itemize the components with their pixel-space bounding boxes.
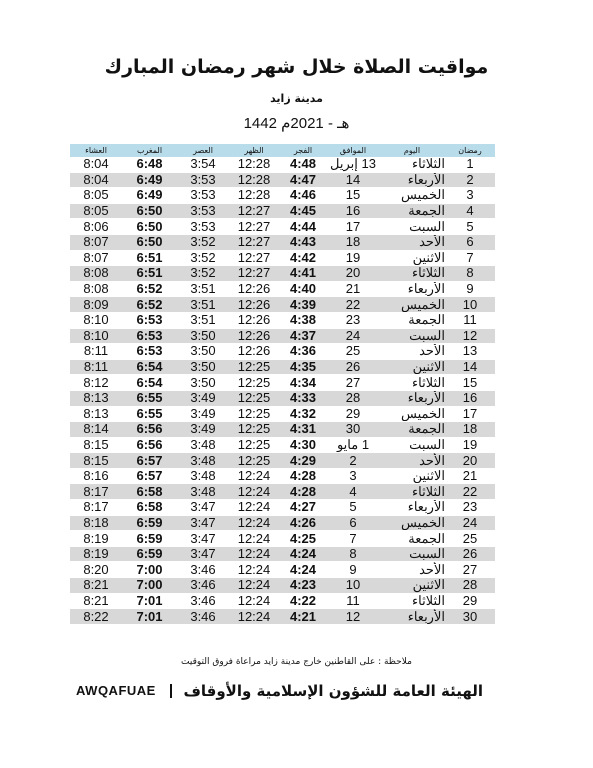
cell-date: 27 (327, 375, 379, 391)
cell-dhuhr: 12:25 (229, 390, 279, 406)
cell-isha: 8:13 (70, 406, 122, 422)
cell-dhuhr: 12:26 (229, 297, 279, 313)
column-header-dhuhr: الظهر (229, 144, 279, 157)
cell-fajr: 4:41 (279, 266, 327, 282)
cell-dhuhr: 12:24 (229, 609, 279, 625)
table-row (70, 219, 495, 235)
cell-dhuhr: 12:25 (229, 437, 279, 453)
cell-fajr: 4:33 (279, 390, 327, 406)
cell-dhuhr: 12:24 (229, 562, 279, 578)
cell-date: 15 (327, 188, 379, 204)
table-row (70, 188, 495, 204)
cell-day: الثلاثاء (379, 593, 445, 609)
cell-date: 4 (327, 484, 379, 500)
cell-day: السبت (379, 546, 445, 562)
cell-maghrib: 7:00 (122, 578, 177, 594)
table-row (70, 344, 495, 360)
cell-asr: 3:47 (177, 515, 229, 531)
cell-ramadan: 25 (445, 531, 495, 547)
cell-fajr: 4:22 (279, 593, 327, 609)
cell-isha: 8:05 (70, 203, 122, 219)
cell-day: الجمعة (379, 422, 445, 438)
cell-isha: 8:22 (70, 609, 122, 625)
cell-asr: 3:46 (177, 578, 229, 594)
cell-date: 19 (327, 250, 379, 266)
cell-dhuhr: 12:28 (229, 188, 279, 204)
cell-ramadan: 12 (445, 328, 495, 344)
cell-day: الجمعة (379, 531, 445, 547)
table-row (70, 375, 495, 391)
column-header-fajr: الفجر (279, 144, 327, 157)
cell-ramadan: 6 (445, 234, 495, 250)
cell-ramadan: 18 (445, 422, 495, 438)
table-row (70, 562, 495, 578)
cell-asr: 3:47 (177, 546, 229, 562)
cell-date: 11 (327, 593, 379, 609)
cell-ramadan: 24 (445, 515, 495, 531)
table-row (70, 266, 495, 282)
cell-ramadan: 19 (445, 437, 495, 453)
cell-date: 18 (327, 234, 379, 250)
cell-isha: 8:15 (70, 453, 122, 469)
cell-maghrib: 7:01 (122, 593, 177, 609)
cell-day: الأربعاء (379, 172, 445, 188)
timing-note: ملاحظة : على القاطنين خارج مدينة زايد مراعاة فروق التوقيت (181, 657, 412, 667)
cell-isha: 8:16 (70, 468, 122, 484)
cell-date: 12 (327, 609, 379, 625)
cell-dhuhr: 12:26 (229, 312, 279, 328)
cell-dhuhr: 12:28 (229, 172, 279, 188)
year-label: 1442 هـ - 2021م (243, 115, 350, 132)
cell-day: الثلاثاء (379, 375, 445, 391)
cell-day: الاثنين (379, 250, 445, 266)
cell-maghrib: 6:58 (122, 500, 177, 516)
column-header-ramadan: رمضان (445, 144, 495, 157)
cell-fajr: 4:48 (279, 157, 327, 172)
cell-date: 22 (327, 297, 379, 313)
cell-asr: 3:53 (177, 172, 229, 188)
cell-ramadan: 17 (445, 406, 495, 422)
cell-ramadan: 26 (445, 546, 495, 562)
table-row (70, 531, 495, 547)
cell-fajr: 4:32 (279, 406, 327, 422)
cell-ramadan: 7 (445, 250, 495, 266)
cell-fajr: 4:39 (279, 297, 327, 313)
cell-isha: 8:11 (70, 344, 122, 360)
cell-day: الأحد (379, 562, 445, 578)
cell-maghrib: 6:50 (122, 219, 177, 235)
cell-ramadan: 9 (445, 281, 495, 297)
table-row (70, 422, 495, 438)
cell-isha: 8:07 (70, 234, 122, 250)
table-row (70, 359, 495, 375)
cell-maghrib: 6:49 (122, 172, 177, 188)
cell-maghrib: 6:54 (122, 359, 177, 375)
cell-fajr: 4:27 (279, 500, 327, 516)
cell-fajr: 4:42 (279, 250, 327, 266)
cell-asr: 3:52 (177, 250, 229, 266)
cell-fajr: 4:26 (279, 515, 327, 531)
cell-asr: 3:51 (177, 297, 229, 313)
cell-dhuhr: 12:24 (229, 468, 279, 484)
cell-fajr: 4:45 (279, 203, 327, 219)
table-row (70, 203, 495, 219)
cell-fajr: 4:43 (279, 234, 327, 250)
cell-date: 1 مايو (327, 437, 379, 453)
cell-ramadan: 14 (445, 359, 495, 375)
cell-ramadan: 4 (445, 203, 495, 219)
cell-dhuhr: 12:24 (229, 593, 279, 609)
cell-asr: 3:53 (177, 188, 229, 204)
cell-fajr: 4:34 (279, 375, 327, 391)
cell-ramadan: 8 (445, 266, 495, 282)
cell-dhuhr: 12:25 (229, 422, 279, 438)
cell-date: 23 (327, 312, 379, 328)
cell-isha: 8:17 (70, 500, 122, 516)
cell-asr: 3:46 (177, 593, 229, 609)
cell-ramadan: 20 (445, 453, 495, 469)
cell-isha: 8:10 (70, 312, 122, 328)
cell-ramadan: 10 (445, 297, 495, 313)
cell-ramadan: 13 (445, 344, 495, 360)
cell-maghrib: 6:59 (122, 546, 177, 562)
cell-isha: 8:08 (70, 281, 122, 297)
cell-maghrib: 6:51 (122, 250, 177, 266)
cell-dhuhr: 12:26 (229, 328, 279, 344)
cell-isha: 8:21 (70, 578, 122, 594)
cell-day: الثلاثاء (379, 484, 445, 500)
table-row (70, 437, 495, 453)
cell-ramadan: 3 (445, 188, 495, 204)
cell-dhuhr: 12:26 (229, 281, 279, 297)
table-row (70, 609, 495, 625)
cell-date: 29 (327, 406, 379, 422)
cell-date: 24 (327, 328, 379, 344)
cell-asr: 3:48 (177, 468, 229, 484)
prayer-times-table (70, 144, 495, 625)
cell-asr: 3:50 (177, 328, 229, 344)
cell-day: الخميس (379, 297, 445, 313)
cell-day: الجمعة (379, 203, 445, 219)
cell-fajr: 4:29 (279, 453, 327, 469)
cell-fajr: 4:44 (279, 219, 327, 235)
cell-date: 9 (327, 562, 379, 578)
cell-asr: 3:48 (177, 437, 229, 453)
cell-day: الخميس (379, 515, 445, 531)
cell-maghrib: 6:54 (122, 375, 177, 391)
cell-fajr: 4:46 (279, 188, 327, 204)
cell-day: الأربعاء (379, 281, 445, 297)
cell-isha: 8:04 (70, 172, 122, 188)
cell-day: السبت (379, 328, 445, 344)
cell-asr: 3:51 (177, 312, 229, 328)
cell-fajr: 4:25 (279, 531, 327, 547)
cell-dhuhr: 12:24 (229, 546, 279, 562)
cell-fajr: 4:21 (279, 609, 327, 625)
cell-day: الثلاثاء (379, 157, 445, 172)
cell-dhuhr: 12:25 (229, 375, 279, 391)
cell-asr: 3:54 (177, 157, 229, 172)
cell-isha: 8:05 (70, 188, 122, 204)
cell-day: الأحد (379, 234, 445, 250)
organization-name: الهيئة العامة للشؤون الإسلامية والأوقاف (183, 682, 483, 700)
cell-asr: 3:47 (177, 531, 229, 547)
cell-dhuhr: 12:25 (229, 453, 279, 469)
cell-isha: 8:09 (70, 297, 122, 313)
cell-day: الخميس (379, 188, 445, 204)
cell-asr: 3:49 (177, 390, 229, 406)
cell-maghrib: 6:53 (122, 344, 177, 360)
cell-date: 13 إبريل (327, 157, 379, 172)
cell-fajr: 4:28 (279, 484, 327, 500)
cell-isha: 8:14 (70, 422, 122, 438)
page-title: مواقيت الصلاة خلال شهر رمضان المبارك (104, 56, 489, 78)
cell-isha: 8:15 (70, 437, 122, 453)
cell-asr: 3:50 (177, 359, 229, 375)
cell-fajr: 4:31 (279, 422, 327, 438)
cell-dhuhr: 12:26 (229, 344, 279, 360)
table-row (70, 157, 495, 172)
cell-day: الجمعة (379, 312, 445, 328)
table-row (70, 328, 495, 344)
cell-dhuhr: 12:27 (229, 250, 279, 266)
cell-maghrib: 6:50 (122, 234, 177, 250)
cell-asr: 3:51 (177, 281, 229, 297)
cell-maghrib: 6:56 (122, 422, 177, 438)
cell-maghrib: 6:57 (122, 453, 177, 469)
cell-isha: 8:11 (70, 359, 122, 375)
cell-dhuhr: 12:24 (229, 500, 279, 516)
cell-day: الاثنين (379, 468, 445, 484)
cell-isha: 8:21 (70, 593, 122, 609)
cell-maghrib: 7:01 (122, 609, 177, 625)
cell-day: الأحد (379, 453, 445, 469)
cell-date: 5 (327, 500, 379, 516)
cell-isha: 8:13 (70, 390, 122, 406)
cell-ramadan: 5 (445, 219, 495, 235)
cell-isha: 8:18 (70, 515, 122, 531)
cell-day: الأحد (379, 344, 445, 360)
cell-dhuhr: 12:25 (229, 406, 279, 422)
cell-fajr: 4:36 (279, 344, 327, 360)
cell-maghrib: 6:59 (122, 515, 177, 531)
cell-date: 14 (327, 172, 379, 188)
footer (0, 682, 593, 706)
cell-maghrib: 6:55 (122, 390, 177, 406)
table-row (70, 546, 495, 562)
cell-ramadan: 21 (445, 468, 495, 484)
cell-maghrib: 7:00 (122, 562, 177, 578)
table-row (70, 390, 495, 406)
cell-fajr: 4:47 (279, 172, 327, 188)
cell-fajr: 4:24 (279, 562, 327, 578)
cell-maghrib: 6:56 (122, 437, 177, 453)
table-row (70, 578, 495, 594)
brand-handle: AWQAFUAE (76, 683, 156, 698)
cell-date: 17 (327, 219, 379, 235)
cell-day: السبت (379, 219, 445, 235)
cell-dhuhr: 12:27 (229, 203, 279, 219)
cell-date: 2 (327, 453, 379, 469)
cell-dhuhr: 12:27 (229, 266, 279, 282)
cell-day: الثلاثاء (379, 266, 445, 282)
table-row (70, 484, 495, 500)
table-row (70, 297, 495, 313)
cell-asr: 3:49 (177, 422, 229, 438)
cell-fajr: 4:23 (279, 578, 327, 594)
cell-ramadan: 11 (445, 312, 495, 328)
column-header-asr: العصر (177, 144, 229, 157)
cell-ramadan: 30 (445, 609, 495, 625)
cell-maghrib: 6:53 (122, 312, 177, 328)
cell-fajr: 4:37 (279, 328, 327, 344)
cell-dhuhr: 12:25 (229, 359, 279, 375)
table-row (70, 515, 495, 531)
cell-asr: 3:47 (177, 500, 229, 516)
cell-dhuhr: 12:28 (229, 157, 279, 172)
table-row (70, 453, 495, 469)
cell-asr: 3:50 (177, 344, 229, 360)
cell-isha: 8:17 (70, 484, 122, 500)
cell-day: الأربعاء (379, 500, 445, 516)
cell-dhuhr: 12:24 (229, 515, 279, 531)
cell-asr: 3:48 (177, 484, 229, 500)
cell-isha: 8:10 (70, 328, 122, 344)
cell-dhuhr: 12:24 (229, 484, 279, 500)
cell-date: 6 (327, 515, 379, 531)
table-row (70, 172, 495, 188)
table-header-row (70, 144, 495, 157)
cell-asr: 3:52 (177, 266, 229, 282)
cell-maghrib: 6:52 (122, 297, 177, 313)
table-row (70, 593, 495, 609)
cell-day: السبت (379, 437, 445, 453)
cell-fajr: 4:24 (279, 546, 327, 562)
cell-isha: 8:20 (70, 562, 122, 578)
cell-dhuhr: 12:24 (229, 578, 279, 594)
cell-maghrib: 6:59 (122, 531, 177, 547)
cell-maghrib: 6:58 (122, 484, 177, 500)
cell-fajr: 4:28 (279, 468, 327, 484)
table-row (70, 312, 495, 328)
cell-ramadan: 16 (445, 390, 495, 406)
cell-dhuhr: 12:24 (229, 531, 279, 547)
cell-maghrib: 6:55 (122, 406, 177, 422)
cell-ramadan: 29 (445, 593, 495, 609)
cell-maghrib: 6:53 (122, 328, 177, 344)
table-row (70, 500, 495, 516)
table-row (70, 468, 495, 484)
cell-isha: 8:08 (70, 266, 122, 282)
table-row (70, 281, 495, 297)
cell-date: 26 (327, 359, 379, 375)
cell-isha: 8:04 (70, 157, 122, 172)
cell-isha: 8:12 (70, 375, 122, 391)
cell-date: 7 (327, 531, 379, 547)
cell-isha: 8:19 (70, 546, 122, 562)
column-header-date: الموافق (327, 144, 379, 157)
cell-dhuhr: 12:27 (229, 219, 279, 235)
cell-ramadan: 15 (445, 375, 495, 391)
cell-ramadan: 1 (445, 157, 495, 172)
cell-day: الاثنين (379, 359, 445, 375)
cell-date: 30 (327, 422, 379, 438)
cell-asr: 3:46 (177, 609, 229, 625)
cell-maghrib: 6:48 (122, 157, 177, 172)
cell-maghrib: 6:51 (122, 266, 177, 282)
cell-isha: 8:19 (70, 531, 122, 547)
cell-asr: 3:53 (177, 219, 229, 235)
table-row (70, 234, 495, 250)
cell-ramadan: 28 (445, 578, 495, 594)
cell-fajr: 4:38 (279, 312, 327, 328)
cell-date: 8 (327, 546, 379, 562)
cell-date: 21 (327, 281, 379, 297)
cell-asr: 3:46 (177, 562, 229, 578)
cell-maghrib: 6:52 (122, 281, 177, 297)
column-header-isha: العشاء (70, 144, 122, 157)
city-name: مدينة زايد (270, 92, 323, 105)
cell-maghrib: 6:57 (122, 468, 177, 484)
table-row (70, 406, 495, 422)
cell-dhuhr: 12:27 (229, 234, 279, 250)
cell-fajr: 4:35 (279, 359, 327, 375)
cell-date: 25 (327, 344, 379, 360)
cell-date: 10 (327, 578, 379, 594)
footer-divider (170, 684, 172, 698)
cell-date: 3 (327, 468, 379, 484)
cell-date: 28 (327, 390, 379, 406)
column-header-day: اليوم (379, 144, 445, 157)
cell-fajr: 4:30 (279, 437, 327, 453)
cell-ramadan: 22 (445, 484, 495, 500)
cell-asr: 3:53 (177, 203, 229, 219)
cell-ramadan: 23 (445, 500, 495, 516)
cell-isha: 8:07 (70, 250, 122, 266)
cell-fajr: 4:40 (279, 281, 327, 297)
cell-asr: 3:48 (177, 453, 229, 469)
cell-day: الأربعاء (379, 609, 445, 625)
cell-ramadan: 2 (445, 172, 495, 188)
cell-maghrib: 6:50 (122, 203, 177, 219)
cell-date: 16 (327, 203, 379, 219)
cell-maghrib: 6:49 (122, 188, 177, 204)
cell-day: الأربعاء (379, 390, 445, 406)
column-header-maghrib: المغرب (122, 144, 177, 157)
cell-day: الخميس (379, 406, 445, 422)
cell-ramadan: 27 (445, 562, 495, 578)
cell-day: الاثنين (379, 578, 445, 594)
cell-isha: 8:06 (70, 219, 122, 235)
cell-asr: 3:49 (177, 406, 229, 422)
cell-date: 20 (327, 266, 379, 282)
cell-asr: 3:50 (177, 375, 229, 391)
cell-asr: 3:52 (177, 234, 229, 250)
table-row (70, 250, 495, 266)
